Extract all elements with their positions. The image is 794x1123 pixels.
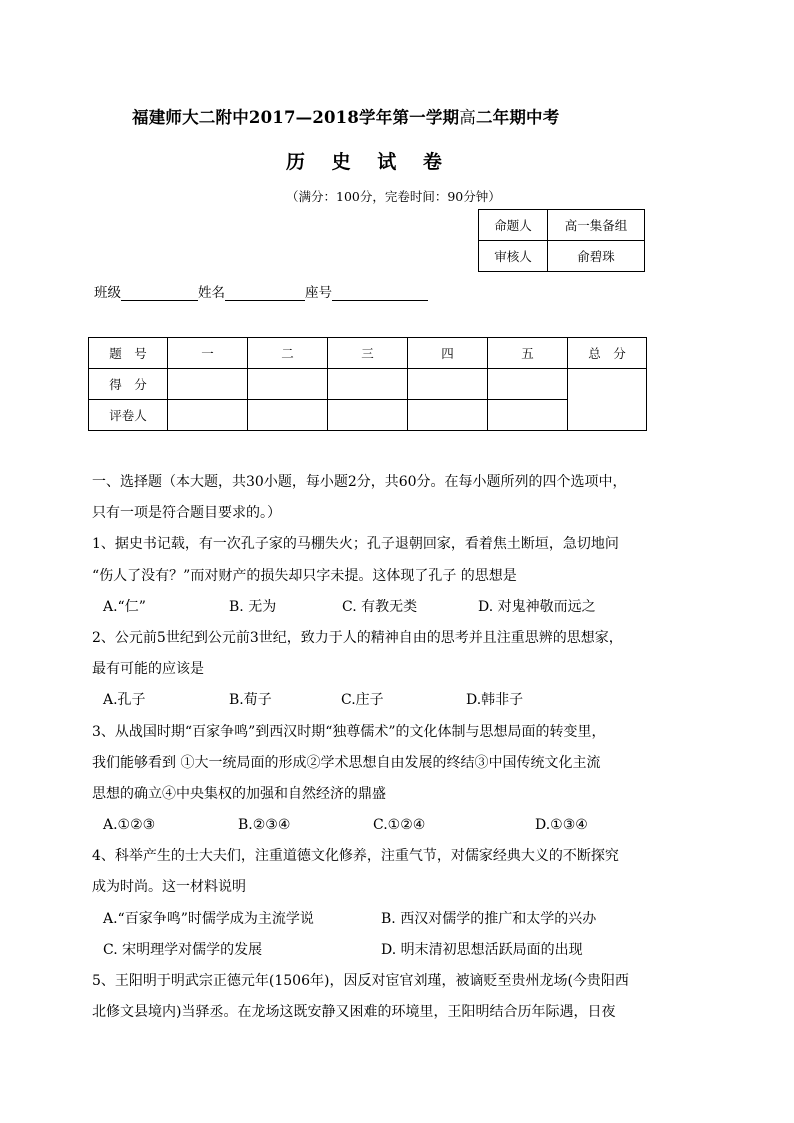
score-col-3: 三: [328, 338, 408, 369]
proposer-label: 命题人: [479, 210, 548, 241]
question-body: [92, 467, 703, 1028]
option-b[interactable]: B.荀子: [229, 692, 272, 709]
option-d[interactable]: D. 对鬼神敬而远之: [478, 598, 596, 615]
question-2-stem: 2、公元前5世纪到公元前3世纪，致力于人的精神自由的思考并且注重思辨的思想家，: [92, 629, 623, 646]
question-3-stem-cont: 我们能够看到 ①大一统局面的形成②学术思想自由发展的终结③中国传统文化主流: [92, 754, 601, 771]
option-a[interactable]: A.“仁”: [103, 598, 146, 615]
student-info-line: [94, 281, 428, 301]
grader-cell[interactable]: [408, 400, 488, 431]
grader-cell[interactable]: [168, 400, 248, 431]
option-a[interactable]: A.孔子: [103, 692, 146, 709]
score-header-label: 题 号: [89, 338, 168, 369]
grader-cell[interactable]: [248, 400, 328, 431]
question-2-stem-cont: 最有可能的应该是: [92, 661, 204, 678]
reviewer-label: 审核人: [479, 241, 548, 272]
score-col-1: 一: [168, 338, 248, 369]
score-col-2: 二: [248, 338, 328, 369]
option-b[interactable]: B.②③④: [238, 817, 291, 834]
score-cell[interactable]: [328, 369, 408, 400]
question-3-stem: 3、从战国时期“百家争鸣”到西汉时期“独尊儒术”的文化体制与思想局面的转变里，: [92, 723, 606, 740]
question-4-stem-cont: 成为时尚。这一材料说明: [92, 879, 246, 896]
seat-field[interactable]: [332, 286, 428, 301]
score-table: [88, 337, 647, 431]
question-3-stem-cont2: 思想的确立④中央集权的加强和自然经济的鼎盛: [92, 785, 386, 802]
question-5-stem: 5、王阳明于明武宗正德元年(1506年)，因反对宦官刘瑾，被谪贬至贵州龙场(今贵阳西: [92, 973, 629, 989]
option-c[interactable]: C.庄子: [341, 692, 384, 709]
score-total-label: 总 分: [568, 338, 647, 369]
exam-meta: （满分：100分，完卷时间：90分钟）: [286, 189, 501, 204]
score-cell[interactable]: [168, 369, 248, 400]
name-field[interactable]: [225, 286, 305, 301]
score-cell[interactable]: [408, 369, 488, 400]
score-cell[interactable]: [488, 369, 568, 400]
total-score-cell[interactable]: [568, 369, 647, 431]
score-cell[interactable]: [248, 369, 328, 400]
question-1-options: [103, 592, 703, 623]
option-b[interactable]: B. 无为: [229, 598, 277, 615]
option-b[interactable]: B. 西汉对儒学的推广和太学的兴办: [381, 910, 597, 927]
question-1-stem: 1、据史书记载，有一次孔子家的马棚失火；孔子退朝回家，看着焦土断垣，急切地问: [92, 536, 619, 553]
option-c[interactable]: C.①②④: [373, 817, 426, 834]
question-5-stem-cont: 北修文县境内)当驿丞。在龙场这既安静又困难的环境里，王阳明结合历年际遇，日夜: [92, 1004, 616, 1021]
question-4-options-row2: [103, 935, 703, 966]
grader-cell[interactable]: [328, 400, 408, 431]
reviewer-value: 俞碧珠: [548, 241, 645, 272]
exam-title: 福建师大二附中2017—2018学年第一学期高二年期中考: [132, 108, 560, 127]
score-col-5: 五: [488, 338, 568, 369]
score-col-4: 四: [408, 338, 488, 369]
option-d[interactable]: D. 明末清初思想活跃局面的出现: [381, 941, 583, 958]
option-c[interactable]: C. 宋明理学对儒学的发展: [103, 941, 263, 958]
section-heading: 一、选择题（本大题，共30小题，每小题2分，共60分。在每小题所列的四个选项中，: [92, 474, 627, 490]
question-3-options: [103, 810, 703, 841]
question-4-stem: 4、科举产生的士大夫们，注重道德文化修养，注重气节，对儒家经典大义的不断探究: [92, 848, 619, 865]
option-a[interactable]: A.“百家争鸣”时儒学成为主流学说: [103, 910, 314, 927]
class-label: 班级: [94, 285, 121, 301]
section-heading-cont: 只有一项是符合题目要求的。）: [92, 505, 281, 522]
question-2-options: [103, 685, 703, 716]
question-4-options-row1: [103, 904, 703, 935]
question-1-stem-cont: “伤人了没有？”而对财产的损失却只字未提。这体现了孔子 的思想是: [92, 567, 517, 584]
proposer-value: 高一集备组: [548, 210, 645, 241]
seat-label: 座号: [305, 285, 332, 301]
grader-row-label: 评卷人: [89, 400, 168, 431]
option-d[interactable]: D.①③④: [535, 817, 588, 834]
grader-cell[interactable]: [488, 400, 568, 431]
option-a[interactable]: A.①②③: [103, 817, 156, 834]
name-label: 姓名: [198, 285, 225, 301]
score-row-label: 得 分: [89, 369, 168, 400]
subject-title: 历 史 试 卷: [286, 151, 448, 173]
proposer-table: [478, 209, 645, 272]
class-field[interactable]: [121, 286, 198, 301]
option-c[interactable]: C. 有教无类: [342, 598, 418, 615]
option-d[interactable]: D.韩非子: [466, 692, 524, 709]
